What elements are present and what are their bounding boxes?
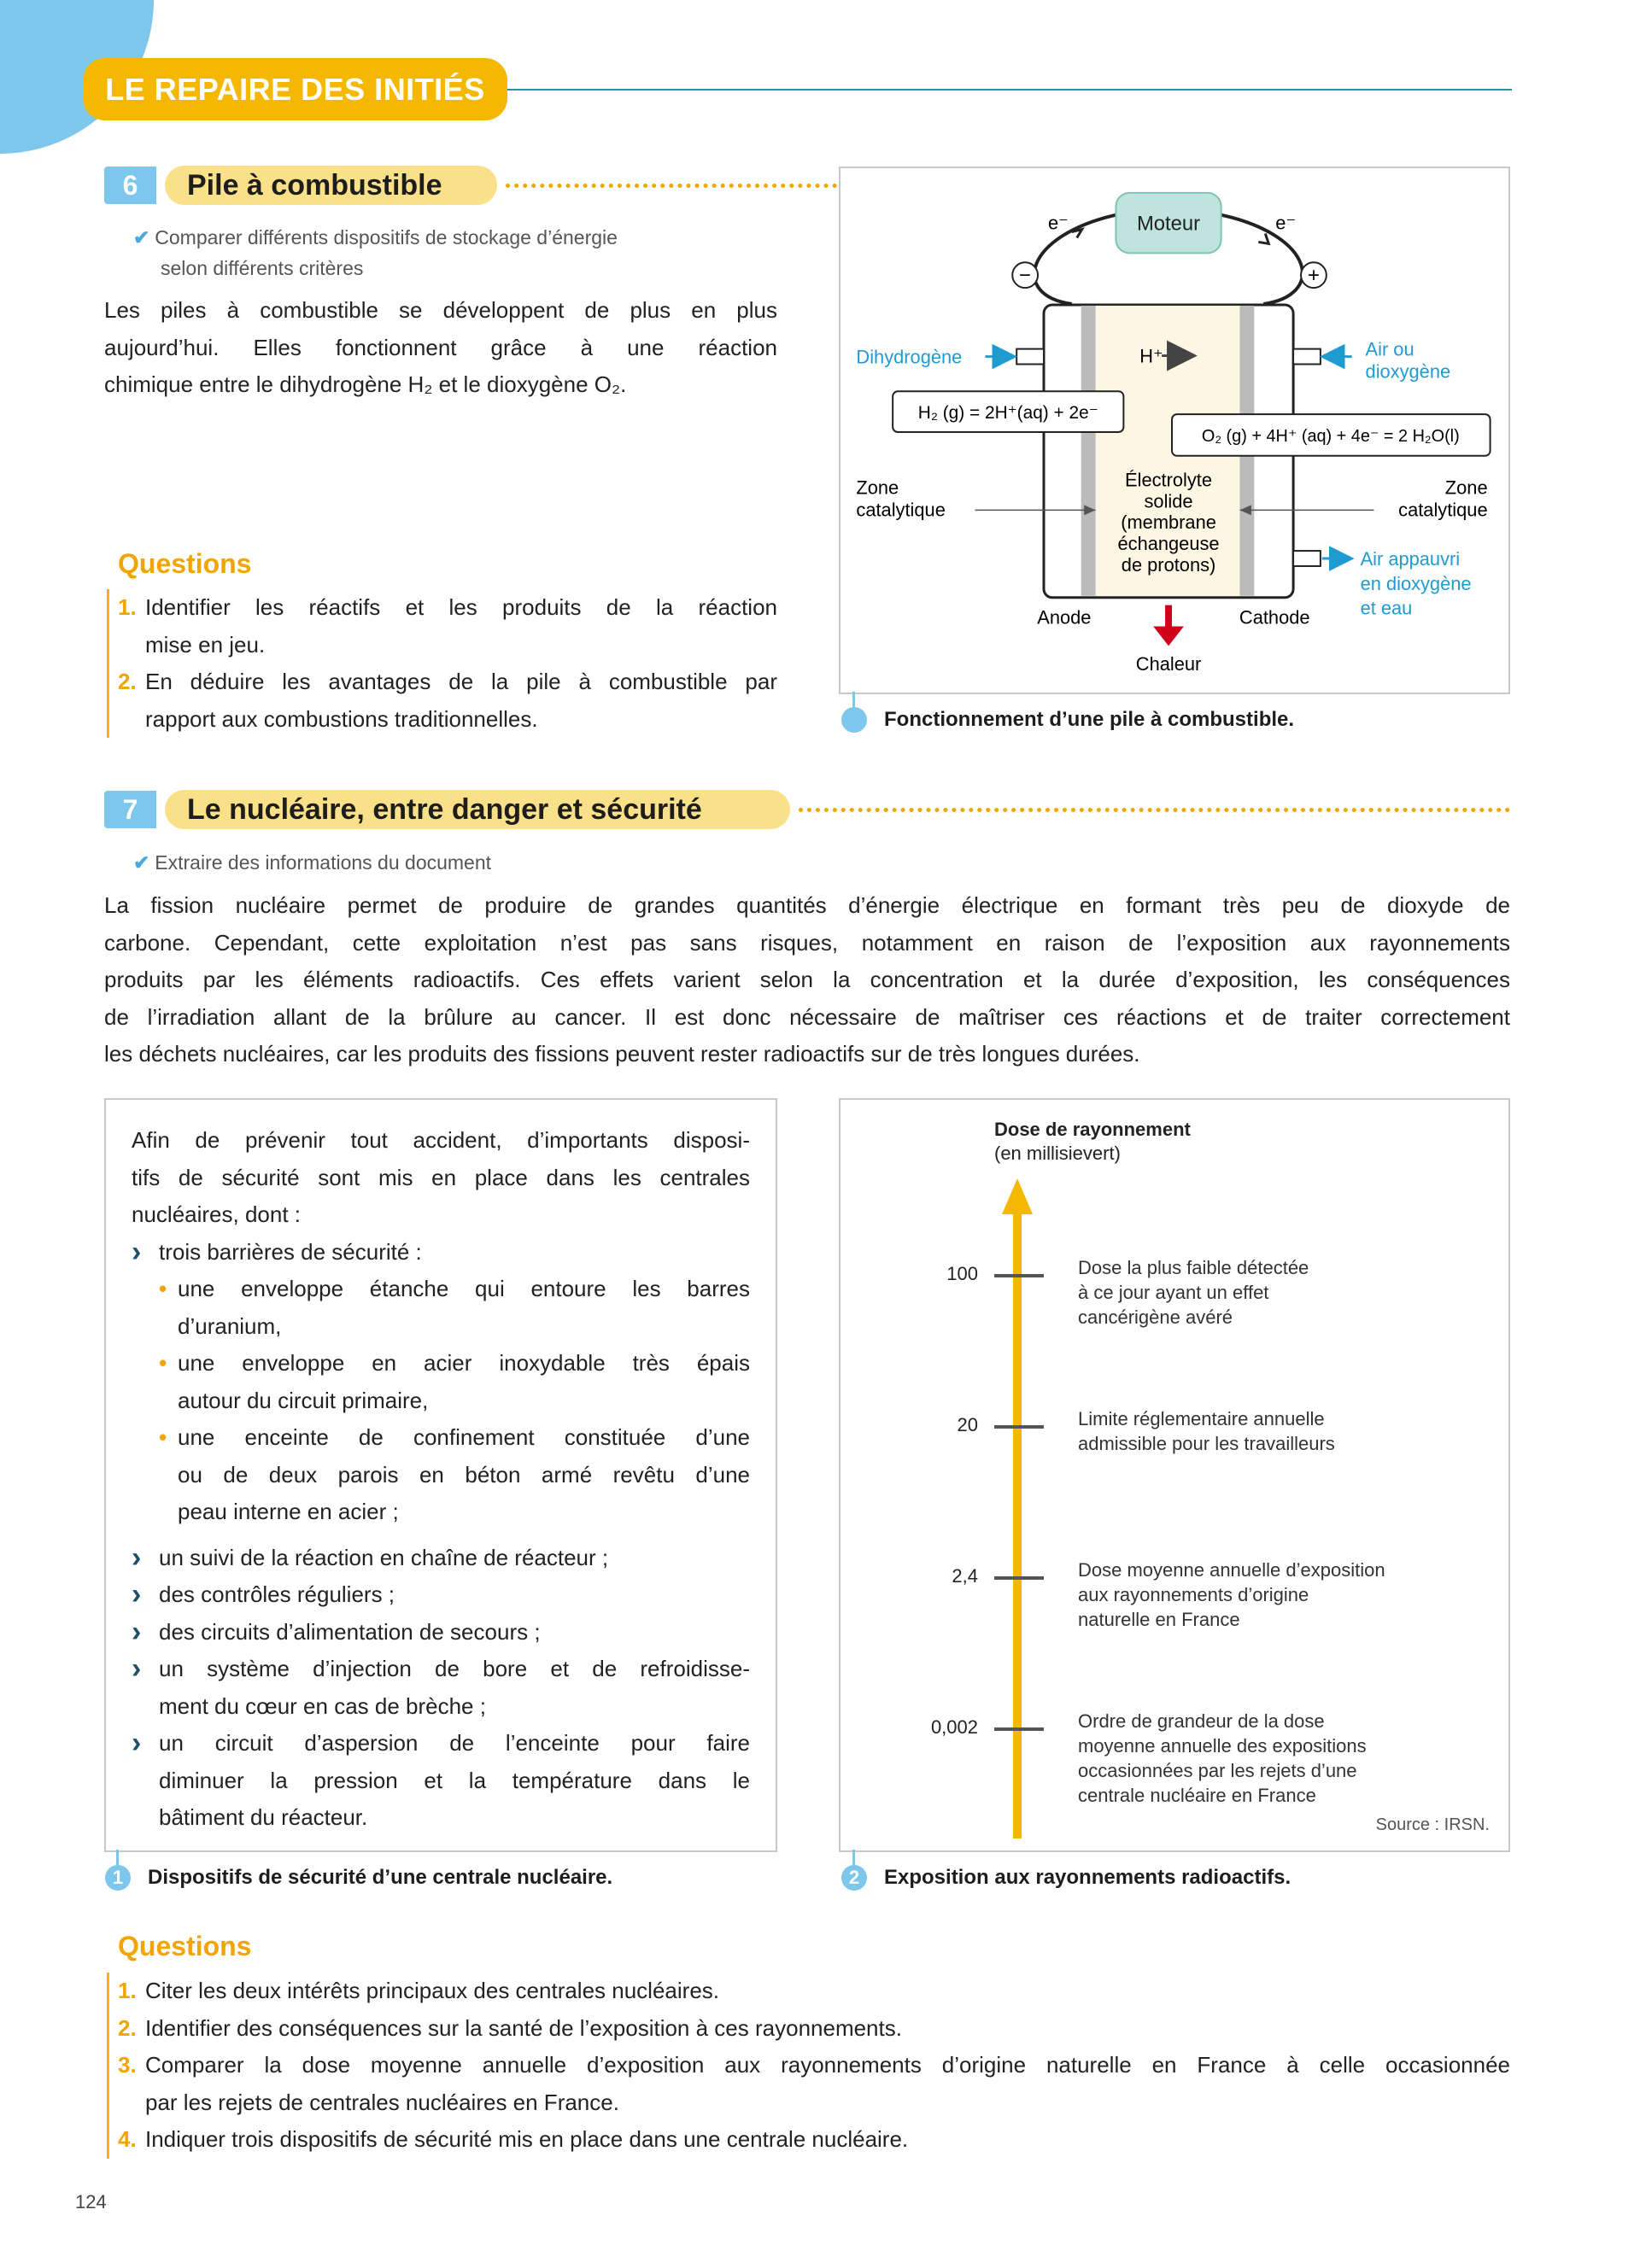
caption-number-badge: 1 xyxy=(105,1865,131,1891)
safety-item xyxy=(132,1614,750,1651)
safety-subitem xyxy=(159,1419,750,1531)
subitem-line: ou de deux parois en béton armé revêtu d’une xyxy=(178,1461,750,1488)
subitem-line: une enveloppe en acier inoxydable très épais xyxy=(178,1350,750,1376)
subitem-text xyxy=(178,1419,750,1531)
safety-item xyxy=(132,1651,750,1725)
zone-left-line2: catalytique xyxy=(856,499,946,521)
proton-label: H⁺ xyxy=(1139,345,1163,367)
chart-title: Dose de rayonnement xyxy=(994,1119,1191,1140)
electrolyte-line: échangeuse xyxy=(1117,533,1220,555)
safety-item-text xyxy=(159,1725,750,1837)
description-line: Dose la plus faible détectée xyxy=(1078,1257,1309,1278)
radiation-dose-chart xyxy=(839,1098,1510,1852)
fuel-cell-svg xyxy=(840,168,1508,693)
chart-unit-label: (en millisievert) xyxy=(994,1143,1121,1164)
tick-label-2: 2,4 xyxy=(952,1565,978,1587)
objective-line: selon différents critères xyxy=(161,257,364,279)
question-line: Comparer la dose moyenne annuelle d’exposition aux rayonnements d’origine naturelle en France à celle occasionnée xyxy=(145,2052,1510,2078)
tick-mark-0 xyxy=(994,1274,1044,1277)
description-line: Limite réglementaire annuelle xyxy=(1078,1408,1325,1429)
subitem-line: une enveloppe étanche qui entoure les barres xyxy=(178,1276,750,1301)
electron-arrow-right-icon xyxy=(1258,234,1268,244)
air-inlet xyxy=(1293,349,1321,365)
safety-subitem xyxy=(159,1271,750,1345)
question-item xyxy=(118,1973,1510,2010)
safety-devices-text xyxy=(132,1122,750,1837)
hydrogen-label: Dihydrogène xyxy=(856,346,963,368)
air-out-line3: et eau xyxy=(1360,597,1413,619)
air-label-line2: dioxygène xyxy=(1365,360,1451,383)
zone-right-line1: Zone xyxy=(1444,476,1488,499)
tick-mark-2 xyxy=(994,1576,1044,1580)
electrolyte-line: solide xyxy=(1144,490,1193,512)
item-line: diminuer la pression et la température dans le xyxy=(159,1767,750,1793)
anode-catalyst-layer xyxy=(1081,306,1096,596)
subitem-line: une enceinte de confinement constituée d’une xyxy=(178,1424,750,1450)
question-number: 2. xyxy=(118,669,137,694)
question-number: 1. xyxy=(118,594,137,620)
intro-paragraph xyxy=(132,1122,750,1234)
description-line: aux rayonnements d’origine xyxy=(1078,1584,1309,1605)
motor-label: Moteur xyxy=(1136,212,1201,236)
description-line: centrale nucléaire en France xyxy=(1078,1785,1316,1806)
safety-item-text xyxy=(159,1576,750,1614)
chevron-icon: › xyxy=(132,1578,142,1610)
chevron-icon: › xyxy=(132,1615,142,1648)
electron-label-right: e⁻ xyxy=(1275,212,1296,234)
safety-item xyxy=(132,1576,750,1614)
caption-number-badge: 2 xyxy=(841,1865,867,1891)
level-description-1 xyxy=(1078,1406,1488,1456)
item-line: bâtiment du réacteur. xyxy=(159,1804,368,1830)
heat-arrow-shaft xyxy=(1165,605,1172,628)
questions-list-6 xyxy=(107,589,777,738)
caption-text: Exposition aux rayonnements radioactifs. xyxy=(884,1866,1292,1889)
item-line: des circuits d’alimentation de secours ; xyxy=(159,1618,541,1645)
chevron-icon: › xyxy=(132,1727,142,1759)
cathode-label: Cathode xyxy=(1239,606,1310,628)
objective-line: Comparer différents dispositifs de stockage d’énergie xyxy=(155,226,618,248)
question-number: 3. xyxy=(118,2052,137,2078)
safety-item-text xyxy=(159,1651,750,1725)
electrolyte-line: (membrane xyxy=(1121,511,1216,534)
heat-arrow-icon xyxy=(1153,627,1184,646)
body-line: aujourd’hui. Elles fonctionnent grâce à une réaction xyxy=(104,334,777,360)
question-text xyxy=(145,2010,1510,2048)
air-outlet xyxy=(1293,551,1321,566)
body-line: carbone. Cependant, cette exploitation n’est pas sans risques, notamment en raison de l’exposition aux rayonnements xyxy=(104,929,1510,956)
question-text xyxy=(145,1973,1510,2010)
body-line: les déchets nucléaires, car les produits des fissions peuvent rester radioactifs sur de très longues durées. xyxy=(104,1041,1140,1067)
bullet-icon: • xyxy=(159,1276,167,1301)
exercise-title-6: Pile à combustible xyxy=(165,166,497,205)
question-line: mise en jeu. xyxy=(145,631,266,658)
safety-item xyxy=(132,1725,750,1837)
question-number: 1. xyxy=(118,1978,137,2003)
body-line: La fission nucléaire permet de produire de grandes quantités d’énergie électrique en formant très peu de dioxyde de xyxy=(104,892,1510,918)
page-number: 124 xyxy=(75,2191,107,2212)
question-line: Citer les deux intérêts principaux des centrales nucléaires. xyxy=(145,1978,720,2003)
question-line: Indiquer trois dispositifs de sécurité mis en place dans une centrale nucléaire. xyxy=(145,2126,909,2152)
caption-text: Fonctionnement d’une pile à combustible. xyxy=(884,708,1295,731)
question-number: 2. xyxy=(118,2014,137,2041)
tick-mark-1 xyxy=(994,1425,1044,1429)
item-line: trois barrières de sécurité : xyxy=(159,1238,422,1265)
intro-line: nucléaires, dont : xyxy=(132,1201,302,1227)
description-line: cancérigène avéré xyxy=(1078,1306,1233,1328)
dose-axis xyxy=(1013,1207,1022,1838)
check-icon: ✔ xyxy=(133,851,150,874)
objective-6 xyxy=(133,222,765,284)
item-line: un système d’injection de bore et de refroidisse- xyxy=(159,1656,750,1681)
description-line: naturelle en France xyxy=(1078,1609,1240,1630)
subitem-line: peau interne en acier ; xyxy=(178,1499,399,1524)
electron-arrow-left-icon xyxy=(1072,230,1082,238)
electron-label-left: e⁻ xyxy=(1048,212,1069,234)
question-item xyxy=(118,589,777,663)
question-item xyxy=(118,2121,1510,2159)
description-line: à ce jour ayant un effet xyxy=(1078,1282,1269,1303)
dotted-divider xyxy=(799,808,1510,812)
air-out-line2: en dioxygène xyxy=(1360,572,1472,594)
heat-label: Chaleur xyxy=(1135,653,1202,675)
axis-arrow-icon xyxy=(1002,1178,1033,1214)
figure-caption-doc1 xyxy=(105,1865,612,1891)
header-divider xyxy=(507,89,1512,91)
subitem-line: d’uranium, xyxy=(178,1312,282,1339)
anode-equation: H₂ (g) = 2H⁺(aq) + 2e⁻ xyxy=(917,403,1098,424)
tick-label-0: 100 xyxy=(946,1263,978,1284)
intro-line: tifs de sécurité sont mis en place dans les centrales xyxy=(132,1164,750,1190)
question-text xyxy=(145,2121,1510,2159)
safety-item xyxy=(132,1234,750,1531)
tick-mark-3 xyxy=(994,1727,1044,1731)
safety-item-text xyxy=(159,1234,750,1531)
exercise-number-7: 7 xyxy=(104,791,156,828)
safety-devices-document xyxy=(104,1098,777,1852)
questions-heading-6: Questions xyxy=(118,548,252,579)
question-line: par les rejets de centrales nucléaires en France. xyxy=(145,2089,619,2115)
level-description-2 xyxy=(1078,1558,1488,1632)
electrolyte-line: de protons) xyxy=(1121,553,1216,576)
body-line: Les piles à combustible se développent de plus en plus xyxy=(104,297,777,323)
chevron-icon: › xyxy=(132,1235,142,1268)
body-line: chimique entre le dihydrogène H₂ et le dioxygène O₂. xyxy=(104,371,627,397)
description-line: Dose moyenne annuelle d’exposition xyxy=(1078,1559,1385,1581)
chevron-icon: › xyxy=(132,1652,142,1685)
question-line: Identifier des conséquences sur la santé de l’exposition à ces rayonnements. xyxy=(145,2014,902,2041)
question-item xyxy=(118,663,777,738)
cathode-equation: O₂ (g) + 4H⁺ (aq) + 4e⁻ = 2 H₂O(l) xyxy=(1201,426,1460,446)
subitem-text xyxy=(178,1271,750,1345)
check-icon: ✔ xyxy=(133,226,150,248)
objective-line: Extraire des informations du document xyxy=(155,851,492,874)
question-line: Identifier les réactifs et les produits de la réaction xyxy=(145,594,777,620)
zone-left-line1: Zone xyxy=(856,476,899,499)
safety-item-text xyxy=(159,1540,750,1577)
electrolyte-line: Électrolyte xyxy=(1125,469,1213,491)
anode-label: Anode xyxy=(1037,606,1092,628)
dotted-divider xyxy=(506,184,837,188)
description-line: Ordre de grandeur de la dose xyxy=(1078,1710,1325,1732)
air-label-line1: Air ou xyxy=(1365,338,1414,360)
minus-sign: − xyxy=(1019,264,1032,288)
item-line: un suivi de la réaction en chaîne de réacteur ; xyxy=(159,1544,609,1570)
tick-label-3: 0,002 xyxy=(930,1716,978,1738)
questions-list-7 xyxy=(107,1973,1510,2159)
subitem-line: autour du circuit primaire, xyxy=(178,1387,429,1413)
bullet-icon: • xyxy=(159,1350,167,1376)
plus-sign: + xyxy=(1307,264,1320,288)
exercise6-body xyxy=(104,292,777,404)
zone-right-line2: catalytique xyxy=(1398,499,1488,521)
section-header: LE REPAIRE DES INITIÉS xyxy=(83,58,507,120)
level-description-0 xyxy=(1078,1255,1488,1330)
electrolyte-label xyxy=(1118,470,1220,576)
bullet-icon: • xyxy=(159,1424,167,1450)
question-line: En déduire les avantages de la pile à combustible par xyxy=(145,669,777,694)
exercise-number-6: 6 xyxy=(104,167,156,204)
description-line: admissible pour les travailleurs xyxy=(1078,1433,1335,1454)
source-note: Source : IRSN. xyxy=(1375,1815,1490,1834)
question-line: rapport aux combustions traditionnelles. xyxy=(145,705,538,732)
figure-caption-doc2 xyxy=(841,1865,1291,1891)
subitem-text xyxy=(178,1345,750,1419)
questions-heading-7: Questions xyxy=(118,1931,252,1961)
body-line: de l’irradiation allant de la brûlure au cancer. Il est donc nécessaire de maîtriser ces réactions et de traiter correctement xyxy=(104,1003,1510,1030)
question-item xyxy=(118,2047,1510,2121)
safety-item-text xyxy=(159,1614,750,1651)
item-line: un circuit d’aspersion de l’enceinte pour faire xyxy=(159,1730,750,1756)
chevron-icon: › xyxy=(132,1540,142,1574)
item-line: ment du cœur en cas de brèche ; xyxy=(159,1692,486,1719)
caption-bullet-icon xyxy=(841,707,867,733)
circuit-wire-left xyxy=(1034,212,1116,304)
exercise-title-7: Le nucléaire, entre danger et sécurité xyxy=(165,790,790,829)
tick-label-1: 20 xyxy=(957,1414,978,1435)
safety-item xyxy=(132,1540,750,1577)
intro-line: Afin de prévenir tout accident, d’importants disposi- xyxy=(132,1127,750,1153)
question-text xyxy=(145,2047,1510,2121)
body-line: produits par les éléments radioactifs. Ces effets varient selon la concentration et la durée d’exposition, les conséquences xyxy=(104,967,1510,992)
level-description-3 xyxy=(1078,1709,1488,1808)
description-line: moyenne annuelle des expositions xyxy=(1078,1735,1367,1757)
question-item xyxy=(118,2010,1510,2048)
item-line: des contrôles réguliers ; xyxy=(159,1581,395,1607)
hydrogen-inlet xyxy=(1016,349,1044,365)
air-out-line1: Air appauvri xyxy=(1360,547,1461,570)
exercise7-body xyxy=(104,887,1510,1073)
figure-caption-6 xyxy=(841,707,1294,733)
safety-subitem xyxy=(159,1345,750,1419)
question-number: 4. xyxy=(118,2126,137,2152)
fuel-cell-diagram xyxy=(839,167,1510,694)
caption-text: Dispositifs de sécurité d’une centrale nucléaire. xyxy=(148,1866,613,1889)
description-line: occasionnées par les rejets d’une xyxy=(1078,1760,1357,1781)
objective-7 xyxy=(133,847,491,878)
